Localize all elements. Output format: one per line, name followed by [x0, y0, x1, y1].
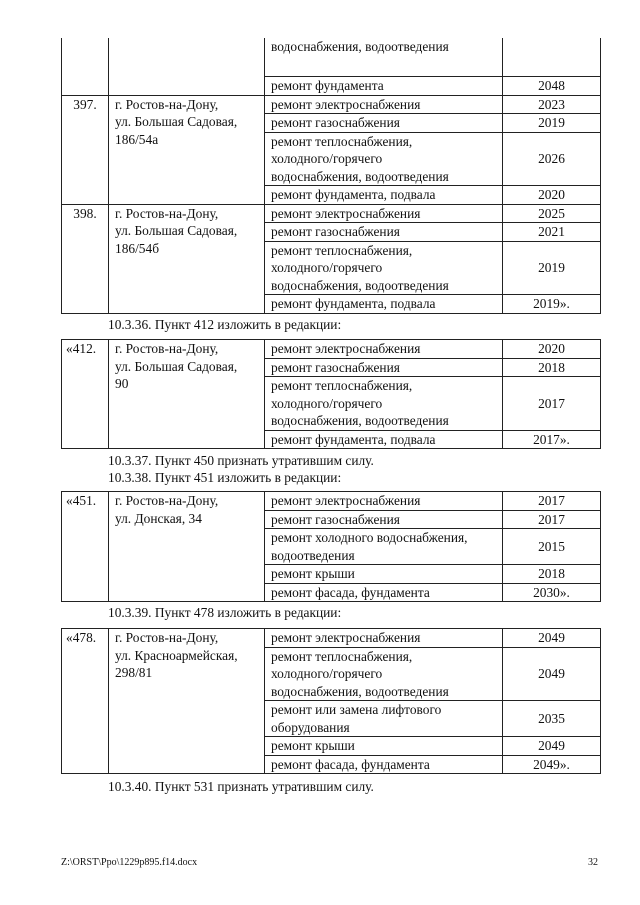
year-cell: 2035	[503, 701, 601, 737]
year-cell: 2023	[503, 95, 601, 114]
cell-line: г. Ростов-на-Дону,	[115, 630, 219, 645]
cell-line: ремонт крыши	[271, 566, 355, 581]
cell-line: ремонт холодного водоснабжения,	[271, 530, 468, 545]
cell-line: водоснабжения, водоотведения	[271, 277, 449, 293]
year-cell: 2019	[503, 114, 601, 133]
cell-line: 90	[115, 376, 129, 391]
cell-line: ремонт электроснабжения	[271, 205, 421, 221]
cell-line: ремонт фундамента, подвала	[271, 187, 436, 202]
work-type-cell	[265, 755, 503, 774]
cell-line: 186/54а	[115, 131, 159, 147]
cell-line: ул. Большая Садовая,	[115, 223, 238, 238]
cell-line: 186/54б	[115, 240, 160, 256]
cell-line: холодного/горячего	[271, 666, 383, 681]
para-10-3-39: 10.3.39. Пункт 478 изложить в редакции:	[108, 605, 342, 620]
cell-line: ремонт фундамента, подвала	[271, 296, 436, 311]
year-cell: 2018	[503, 565, 601, 584]
work-type-cell	[265, 186, 503, 205]
work-type-cell	[265, 701, 503, 737]
footer-file-path: Z:\ORST\Ppo\1229p895.f14.docx	[61, 857, 198, 868]
work-type-cell	[265, 295, 503, 314]
cell-line: ремонт электроснабжения	[271, 630, 421, 645]
year-cell: 2020	[503, 340, 601, 359]
work-type-cell	[265, 340, 503, 359]
year-cell: 2015	[503, 529, 601, 565]
continued-table	[61, 38, 601, 314]
cell-line: водоснабжения, водоотведения	[271, 413, 449, 428]
cell-line: г. Ростов-на-Дону,	[115, 493, 219, 508]
cell-line: г. Ростов-на-Дону,	[115, 96, 219, 112]
cell-line: ремонт теплоснабжения,	[271, 242, 413, 258]
year-cell: 2025	[503, 204, 601, 223]
item-number: «412.	[62, 340, 109, 449]
year-cell	[503, 38, 601, 77]
item-number: 397.	[62, 95, 109, 204]
address-cell	[109, 492, 265, 602]
year-cell: 2021	[503, 223, 601, 242]
para-10-3-38: 10.3.38. Пункт 451 изложить в редакции:	[108, 470, 342, 485]
work-type-cell	[265, 647, 503, 701]
cell-line: водоотведения	[271, 547, 355, 563]
cell-line: холодного/горячего	[271, 151, 383, 166]
table-row	[62, 204, 601, 223]
year-cell: 2049	[503, 629, 601, 648]
work-type-cell	[265, 95, 503, 114]
work-type-cell	[265, 38, 503, 77]
year-cell: 2030».	[503, 583, 601, 602]
table-412	[61, 339, 601, 449]
year-cell: 2049	[503, 647, 601, 701]
para-10-3-36: 10.3.36. Пункт 412 изложить в редакции:	[108, 317, 342, 332]
cell-line: ул. Красноармейская,	[115, 647, 238, 663]
work-type-cell	[265, 77, 503, 96]
work-type-cell	[265, 132, 503, 186]
address-cell	[109, 340, 265, 449]
cell-line: г. Ростов-на-Дону,	[115, 205, 219, 221]
cell-line: 298/81	[115, 665, 153, 680]
table-451	[61, 491, 601, 602]
work-type-cell	[265, 492, 503, 511]
year-cell: 2048	[503, 77, 601, 96]
cell-line: ремонт электроснабжения	[271, 341, 421, 356]
work-type-cell	[265, 629, 503, 648]
work-type-cell	[265, 583, 503, 602]
footer-page-number: 32	[588, 857, 598, 868]
year-cell: 2049».	[503, 755, 601, 774]
para-10-3-37: 10.3.37. Пункт 450 признать утратившим силу.	[108, 453, 374, 468]
cell-line: водоснабжения, водоотведения	[271, 683, 449, 699]
cell-line: ремонт крыши	[271, 738, 355, 753]
cell-line: водоснабжения, водоотведения	[271, 39, 449, 54]
year-cell: 2019».	[503, 295, 601, 314]
item-number	[62, 38, 109, 95]
cell-line: оборудования	[271, 719, 350, 735]
year-cell: 2026	[503, 132, 601, 186]
table-row	[62, 629, 601, 648]
para-10-3-40: 10.3.40. Пункт 531 признать утратившим силу.	[108, 779, 374, 794]
cell-line: ремонт теплоснабжения,	[271, 378, 413, 393]
work-type-cell	[265, 377, 503, 431]
cell-line: ремонт теплоснабжения,	[271, 648, 413, 664]
work-type-cell	[265, 529, 503, 565]
cell-line: водоснабжения, водоотведения	[271, 168, 449, 184]
cell-line: ремонт газоснабжения	[271, 224, 400, 239]
cell-line: ул. Большая Садовая,	[115, 358, 238, 374]
cell-line: ремонт фасада, фундамента	[271, 584, 430, 600]
work-type-cell	[265, 241, 503, 295]
cell-line: ремонт фундамента, подвала	[271, 431, 436, 447]
work-type-cell	[265, 510, 503, 529]
item-number: «451.	[62, 492, 109, 602]
cell-line: г. Ростов-на-Дону,	[115, 341, 219, 356]
table-row	[62, 340, 601, 359]
cell-line: ремонт газоснабжения	[271, 359, 400, 375]
cell-line: ремонт газоснабжения	[271, 115, 400, 130]
table-478	[61, 628, 601, 774]
table-row	[62, 492, 601, 511]
work-type-cell	[265, 737, 503, 756]
item-number: «478.	[62, 629, 109, 774]
year-cell: 2017	[503, 510, 601, 529]
work-type-cell	[265, 565, 503, 584]
cell-line: холодного/горячего	[271, 260, 383, 275]
address-cell	[109, 629, 265, 774]
cell-line: ремонт электроснабжения	[271, 96, 421, 112]
work-type-cell	[265, 358, 503, 377]
item-number: 398.	[62, 204, 109, 313]
address-cell	[109, 95, 265, 204]
cell-line: ул. Большая Садовая,	[115, 114, 238, 129]
cell-line: холодного/горячего	[271, 395, 383, 411]
address-cell	[109, 204, 265, 313]
year-cell: 2017».	[503, 430, 601, 449]
year-cell: 2017	[503, 377, 601, 431]
year-cell: 2017	[503, 492, 601, 511]
work-type-cell	[265, 430, 503, 449]
cell-line: ремонт газоснабжения	[271, 511, 400, 527]
table-row	[62, 95, 601, 114]
work-type-cell	[265, 223, 503, 242]
work-type-cell	[265, 114, 503, 133]
address-cell	[109, 38, 265, 95]
cell-line: ул. Донская, 34	[115, 510, 202, 526]
year-cell: 2019	[503, 241, 601, 295]
work-type-cell	[265, 204, 503, 223]
table-row	[62, 38, 601, 77]
cell-line: ремонт фасада, фундамента	[271, 756, 430, 772]
year-cell: 2020	[503, 186, 601, 205]
cell-line: ремонт электроснабжения	[271, 493, 421, 508]
cell-line: ремонт фундамента	[271, 78, 384, 93]
year-cell: 2018	[503, 358, 601, 377]
cell-line: ремонт или замена лифтового	[271, 702, 442, 717]
year-cell: 2049	[503, 737, 601, 756]
cell-line: ремонт теплоснабжения,	[271, 133, 413, 149]
